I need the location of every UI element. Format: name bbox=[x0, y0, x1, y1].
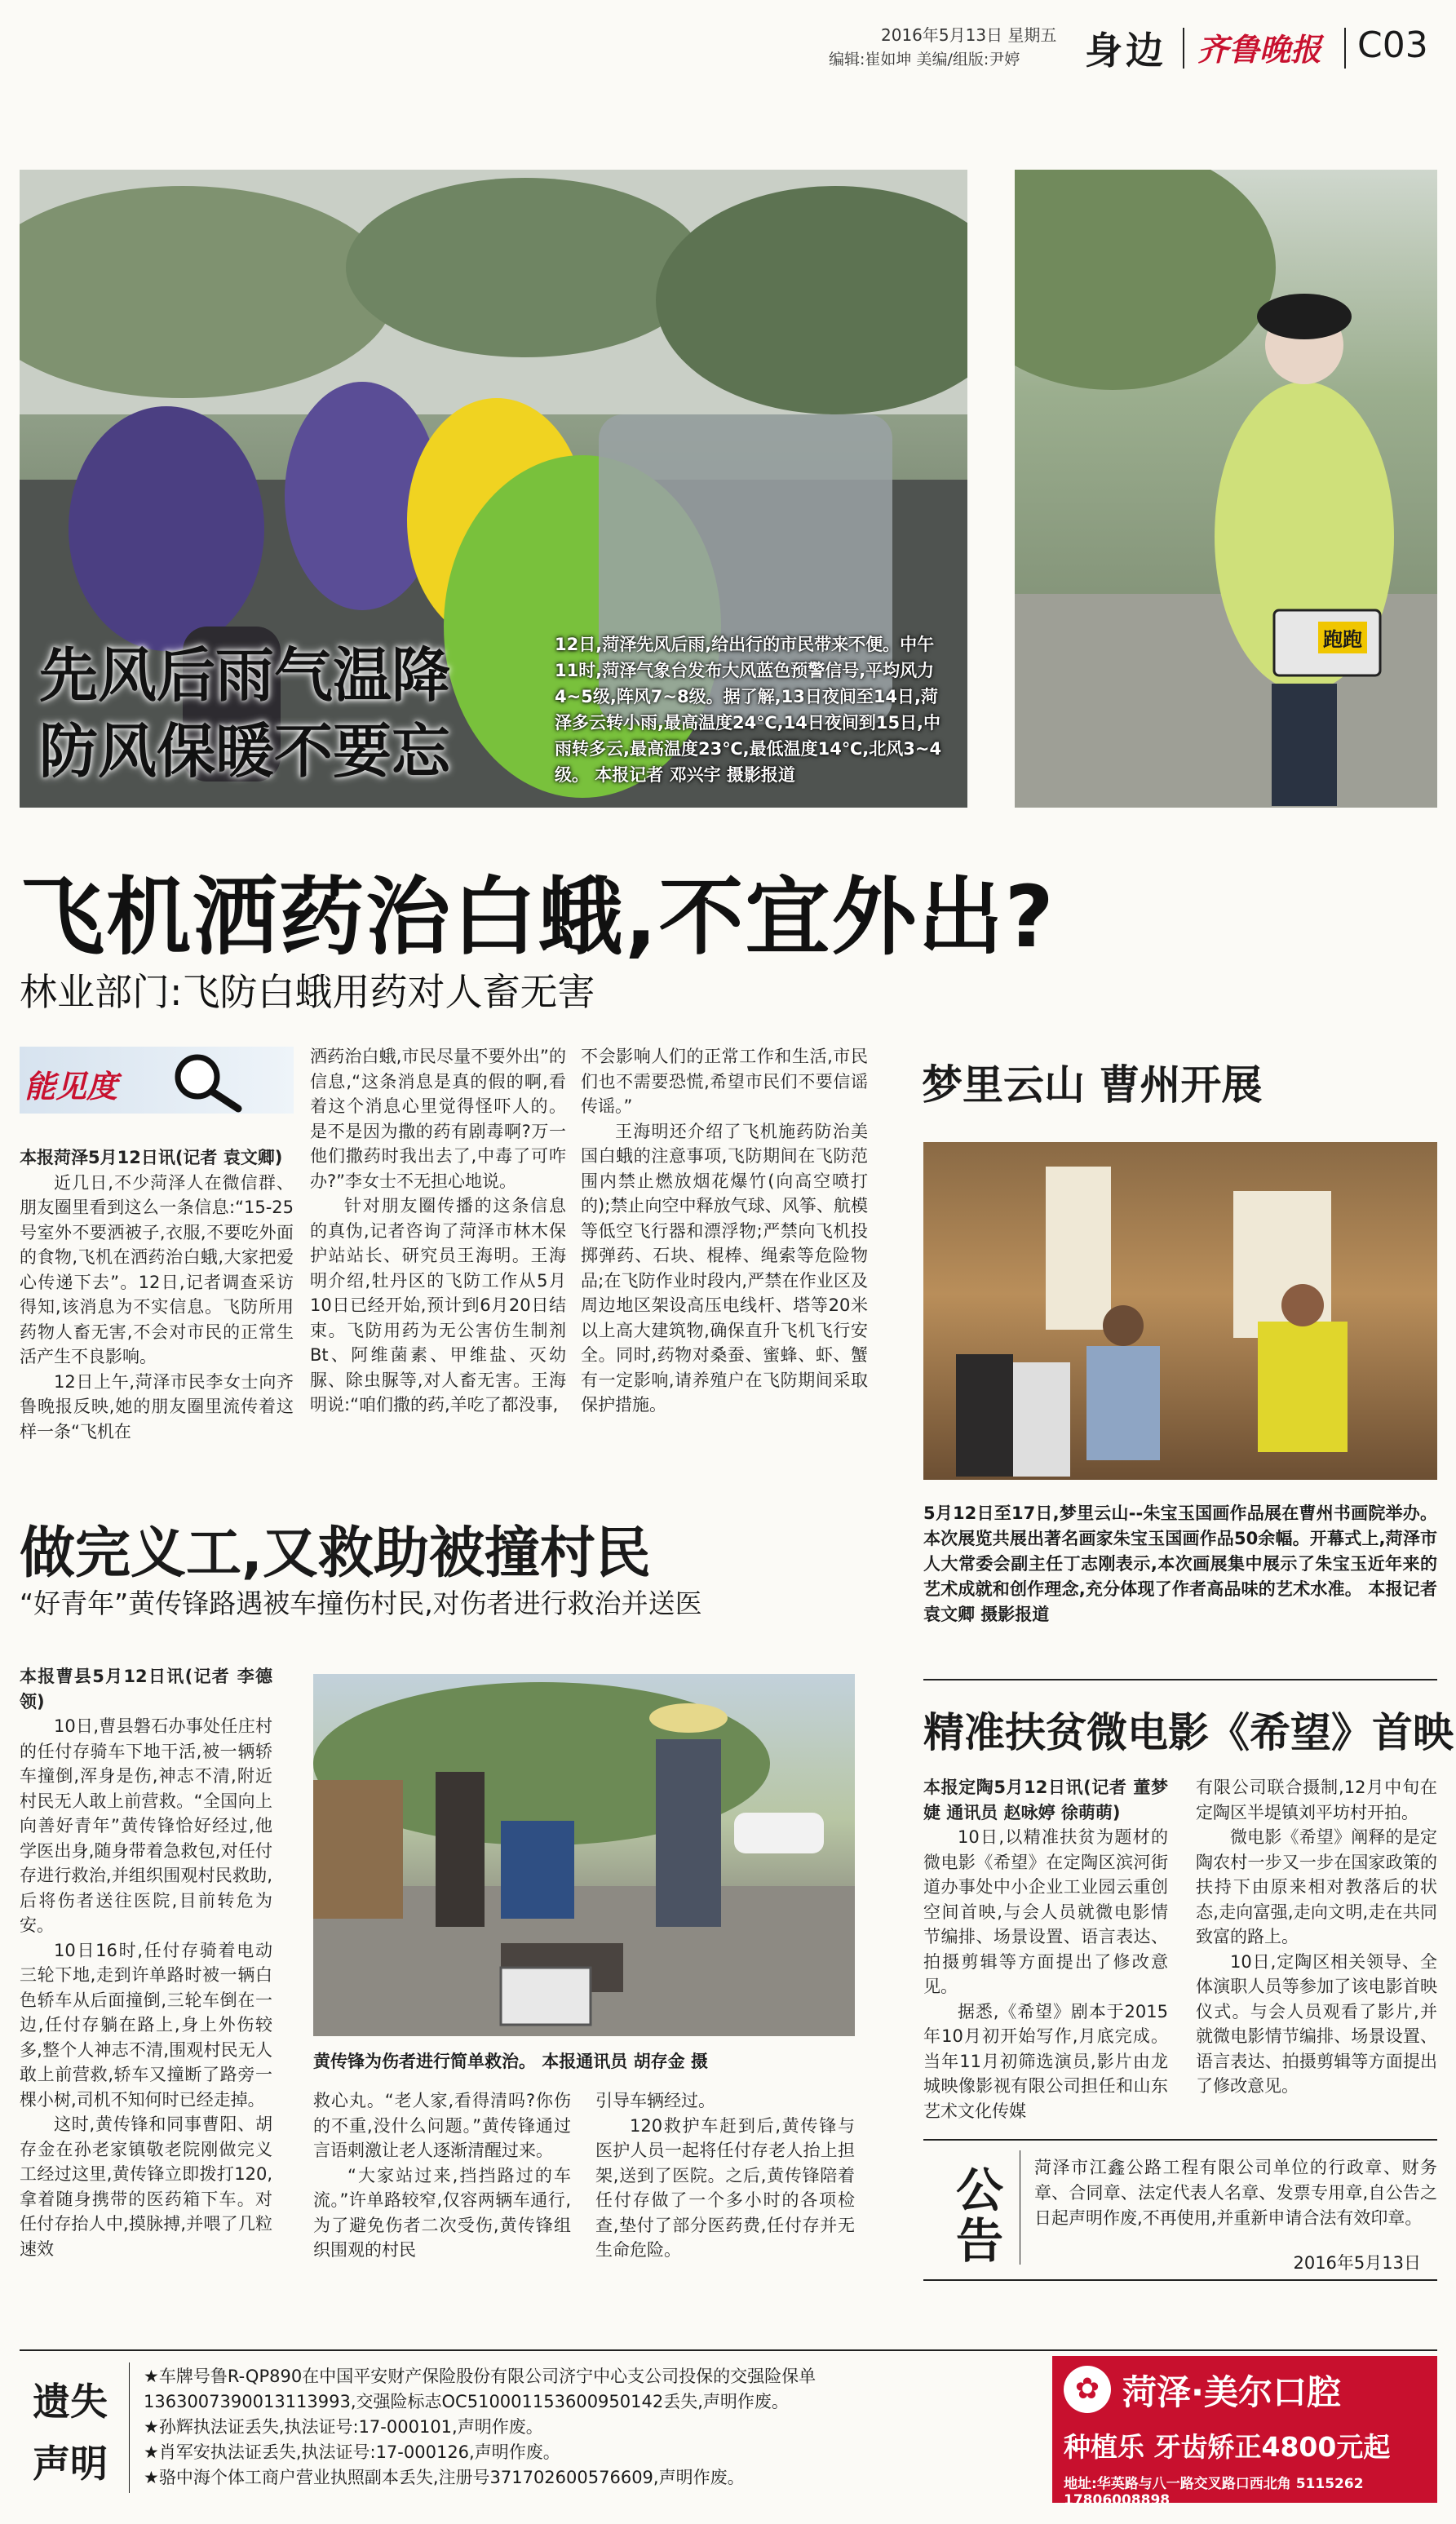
weather-headline-line1: 先风后雨气温降 bbox=[39, 641, 451, 710]
lost-divider bbox=[129, 2362, 130, 2493]
weather-headline-line2: 防风保暖不要忘 bbox=[39, 717, 451, 786]
issue-date: 2016年5月13日 星期五 bbox=[881, 25, 1057, 45]
lead-headline: 飞机洒药治白蛾,不宜外出? bbox=[20, 867, 1055, 967]
rescue-col-2 bbox=[313, 2088, 571, 2263]
masthead-divider-2 bbox=[1344, 28, 1346, 69]
badge-box bbox=[20, 1047, 294, 1114]
rescue-col-3-p1: 引导车辆经过。 bbox=[595, 2091, 715, 2110]
ad-address: 地址:华英路与八一路交叉路口西北角 5115262 17806008898 bbox=[1064, 2476, 1364, 2509]
rescue-col-1-p3: 这时,黄传锋和同事曹阳、胡存金在孙老家镇敬老院刚做完义工经过这里,黄传锋立即拨打120,拿着随身携带的医药箱下车。对任付存抬人中,摸脉搏,并喂了几粒速效 bbox=[20, 2114, 272, 2259]
badge-label: 能见度 bbox=[24, 1069, 118, 1105]
bottom-top-rule bbox=[20, 2349, 1437, 2351]
exhibition-photo bbox=[923, 1142, 1437, 1480]
paper-logo: 齐鲁晚报 bbox=[1197, 31, 1322, 68]
rescue-byline: 本报曹县5月12日讯(记者 李德领) bbox=[20, 1667, 272, 1711]
lost-label-line2: 声明 bbox=[33, 2442, 108, 2486]
lead-col-3 bbox=[581, 1044, 868, 1418]
rescue-photo bbox=[313, 1674, 855, 2036]
lead-col-2-p2: 针对朋友圈传播的这条信息的真伪,记者咨询了菏泽市林木保护站站长、研究员王海明。王海明介绍,牡丹区的飞防工作从5月10日已经开始,预计到6月20日结束。飞防用药为无公害仿生制剂Bt、阿维菌素、甲维盐、灭幼脲、除虫脲等,对人畜无害。王海明说:“咱们撒的药,羊吃了都没事, bbox=[310, 1196, 566, 1415]
right-divider bbox=[923, 1679, 1437, 1680]
rescue-col-1-p1: 10日,曹县磐石办事处任庄村的任付存骑车下地干活,被一辆轿车撞倒,浑身是伤,神志不清,附近村民无人敢上前营救。“全国向上向善好青年”黄传锋恰好经过,他学医出身,随身带着急救包,对任付存进行救治,并组织围观村民救助,后将伤者送往医院,目前转危为安。 bbox=[20, 1716, 272, 1935]
exhibition-headline: 梦里云山 曹州开展 bbox=[922, 1061, 1263, 1109]
lead-col-3-p1: 不会影响人们的正常工作和生活,市民们也不需要恐慌,希望市民们不要信谣传谣。” bbox=[581, 1047, 868, 1116]
weather-photo-main bbox=[20, 170, 967, 808]
film-col-2-p3: 10日,定陶区相关领导、全体演职人员等参加了该电影首映仪式。与会人员观看了影片,并就微电影情节编排、场景设置、语言表达、拍摄剪辑等方面提出了修改意见。 bbox=[1196, 1951, 1437, 2096]
basket-label: 跑跑 bbox=[1318, 622, 1367, 653]
masthead-divider bbox=[1183, 28, 1184, 69]
notice-label: 公告 bbox=[956, 2163, 1004, 2269]
film-headline: 精准扶贫微电影《希望》首映 bbox=[923, 1709, 1454, 1756]
rescue-photo-caption: 黄传锋为伤者进行简单救治。 本报通讯员 胡存金 摄 bbox=[313, 2052, 708, 2071]
exhibition-scene bbox=[923, 1142, 1437, 1480]
page-number: C03 bbox=[1357, 24, 1428, 66]
notice-box bbox=[923, 2139, 1437, 2281]
film-col-1-p2: 据悉,《希望》剧本于2015年10月初开始写作,月底完成。当年11月初筛选演员,影片由龙城映像影视有限公司担任和山东艺术文化传媒 bbox=[923, 2001, 1168, 2121]
weather-caption: 12日,菏泽先风后雨,给出行的市民带来不便。中午11时,菏泽气象台发布大风蓝色预警信号,平均风力4~5级,阵风7~8级。据了解,13日夜间至14日,菏泽多云转小雨,最高温度24℃,14日夜间到15日,中雨转多云,最高温度23℃,最低温度14℃,北风3~4级。 本报记者 邓兴宇 摄影报道 bbox=[555, 635, 942, 785]
lost-items bbox=[144, 2364, 1025, 2491]
film-byline: 本报定陶5月12日讯(记者 董梦婕 通讯员 赵咏婷 徐萌萌) bbox=[923, 1778, 1168, 1822]
rescue-col-2-p2: “大家站过来,挡挡路过的车流。”许单路较窄,仅容两辆车通行,为了避免伤者二次受伤,黄传锋组织围观的村民 bbox=[313, 2165, 571, 2260]
rescue-headline: 做完义工,又救助被撞村民 bbox=[20, 1521, 651, 1586]
rescue-col-1 bbox=[20, 1664, 272, 2261]
lead-byline: 本报菏泽5月12日讯(记者 袁文卿) bbox=[20, 1148, 283, 1167]
exhibition-caption: 5月12日至17日,梦里云山--朱宝玉国画作品展在曹州书画院举办。本次展览共展出著名画家朱宝玉国画作品50余幅。开幕式上,菏泽市人大常委会副主任丁志刚表示,本次画展集中展示了朱宝玉近年来的艺术成就和创作理念,充分体现了作者高品味的艺术水准。 本报记者 袁文卿 摄影报道 bbox=[923, 1503, 1437, 1624]
film-col-1-p1: 10日,以精准扶贫为题材的微电影《希望》在定陶区滨河街道办事处中小企业工业园云重创空间首映,与会人员就微电影情节编排、场景设置、语言表达、拍摄剪辑等方面提出了修改意见。 bbox=[923, 1827, 1168, 1996]
notice-date: 2016年5月13日 bbox=[1293, 2253, 1421, 2273]
notice-text: 菏泽市江鑫公路工程有限公司单位的行政章、财务章、合同章、法定代表人名章、发票专用章,自公告之日起声明作废,不再使用,并重新申请合法有效印章。 bbox=[1034, 2158, 1437, 2228]
magnifier-icon bbox=[157, 1048, 246, 1114]
lead-col-2-p1: 洒药治白蛾,市民尽量不要外出”的信息,“这条消息是真的假的啊,看着这个消息心里觉得怪吓人的。是不是因为撒的药有剧毒啊?万一他们撒药时我出去了,中毒了可咋办?”李女士不无担心地说。 bbox=[310, 1047, 566, 1191]
lost-item: ★肖军安执法证丢失,执法证号:17-000126,声明作废。 bbox=[144, 2442, 560, 2462]
lead-col-1-p1: 近几日,不少菏泽人在微信群、朋友圈里看到这么一条信息:“15-25号室外不要洒被子,衣服,不要吃外面的食物,飞机在洒药治白蛾,大家把爱心传递下去”。12日,记者调查采访得知,该消息为不实信息。飞防所用药物人畜无害,不会对市民的正常生活产生不良影响。 bbox=[20, 1172, 294, 1366]
section-title: 身边 bbox=[1085, 29, 1166, 73]
rescue-col-3 bbox=[595, 2088, 855, 2263]
lost-item: ★骆中海个体工商户营业执照副本丢失,注册号371702600576609,声明作废。 bbox=[144, 2468, 745, 2487]
film-col-1 bbox=[923, 1775, 1168, 2123]
lost-label-line1: 遗失 bbox=[33, 2380, 108, 2424]
dental-ad bbox=[1052, 2356, 1437, 2509]
lead-col-1 bbox=[20, 1145, 294, 1444]
lead-subhead: 林业部门:飞防白蛾用药对人畜无害 bbox=[20, 970, 595, 1014]
lead-col-2 bbox=[310, 1044, 566, 1418]
lead-col-1-p2: 12日上午,菏泽市民李女士向齐鲁晚报反映,她的朋友圈里流传着这样一条“飞机在 bbox=[20, 1371, 294, 1441]
rescue-col-2-p1: 救心丸。“老人家,看得清吗?你伤的不重,没什么问题。”黄传锋通过言语刺激让老人逐渐清醒过来。 bbox=[313, 2091, 571, 2160]
lost-item: ★孙辉执法证丢失,执法证号:17-000101,声明作废。 bbox=[144, 2417, 543, 2437]
cyclist-scene bbox=[1015, 170, 1437, 808]
lead-col-3-p2: 王海明还介绍了飞机施药防治美国白蛾的注意事项,飞防期间在飞防范围内禁止燃放烟花爆竹(向高空喷打的);禁止向空中释放气球、风筝、航模等低空飞行器和漂浮物;严禁向飞机投掷弹药、石块、棍棒、绳索等危险物品;在飞防作业时段内,严禁在作业区及周边地区架设高压电线杆、塔等20米以上高大建筑物,确保直升飞机飞行安全。同时,药物对桑蚕、蜜蜂、虾、蟹有一定影响,请养殖户在飞防期间采取保护措施。 bbox=[581, 1121, 868, 1415]
lost-item: ★车牌号鲁R-QP890在中国平安财产保险股份有限公司济宁中心支公司投保的交强险保单1363007390013113993,交强险标志OC5100011536009501​42丢失,声明作废。 bbox=[144, 2367, 817, 2411]
film-col-2-p2: 微电影《希望》阐释的是定陶农村一步又一步在国家政策的扶持下由原来相对教落后的状态,走向富强,走向文明,走在共同致富的路上。 bbox=[1196, 1827, 1437, 1946]
rescue-scene bbox=[313, 1674, 855, 2036]
rescue-col-3-p2: 120救护车赶到后,黄传锋与医护人员一起将任付存老人抬上担架,送到了医院。之后,黄传锋陪着任付存做了一个多小时的各项检查,垫付了部分医药费,任付存并无生命危险。 bbox=[595, 2115, 855, 2260]
editors-line: 编辑:崔如坤 美编/组版:尹婷 bbox=[829, 51, 1020, 69]
tooth-icon: ✿ bbox=[1064, 2366, 1111, 2413]
rescue-subhead: “好青年”黄传锋路遇被车撞伤村民,对伤者进行救治并送医 bbox=[20, 1587, 702, 1619]
film-col-2 bbox=[1196, 1775, 1437, 2099]
ad-slogan: 种植乐 牙齿矫正4800元起 bbox=[1064, 2431, 1391, 2463]
ad-brand: 菏泽·美尔口腔 bbox=[1122, 2372, 1341, 2412]
rescue-col-1-p2: 10日16时,任付存骑着电动三轮下地,走到许单路时被一辆白色轿车从后面撞倒,三轮车倒在一边,任付存躺在路上,身上外伤较多,整个人神志不清,围观村民无人敢上前营救,轿车又撞断了路旁一棵小树,司机不知何时已经走掉。 bbox=[20, 1940, 272, 2110]
film-col-2-p1: 有限公司联合摄制,12月中旬在定陶区半堤镇刘平坊村开拍。 bbox=[1196, 1778, 1437, 1822]
weather-photo-side bbox=[1015, 170, 1437, 808]
